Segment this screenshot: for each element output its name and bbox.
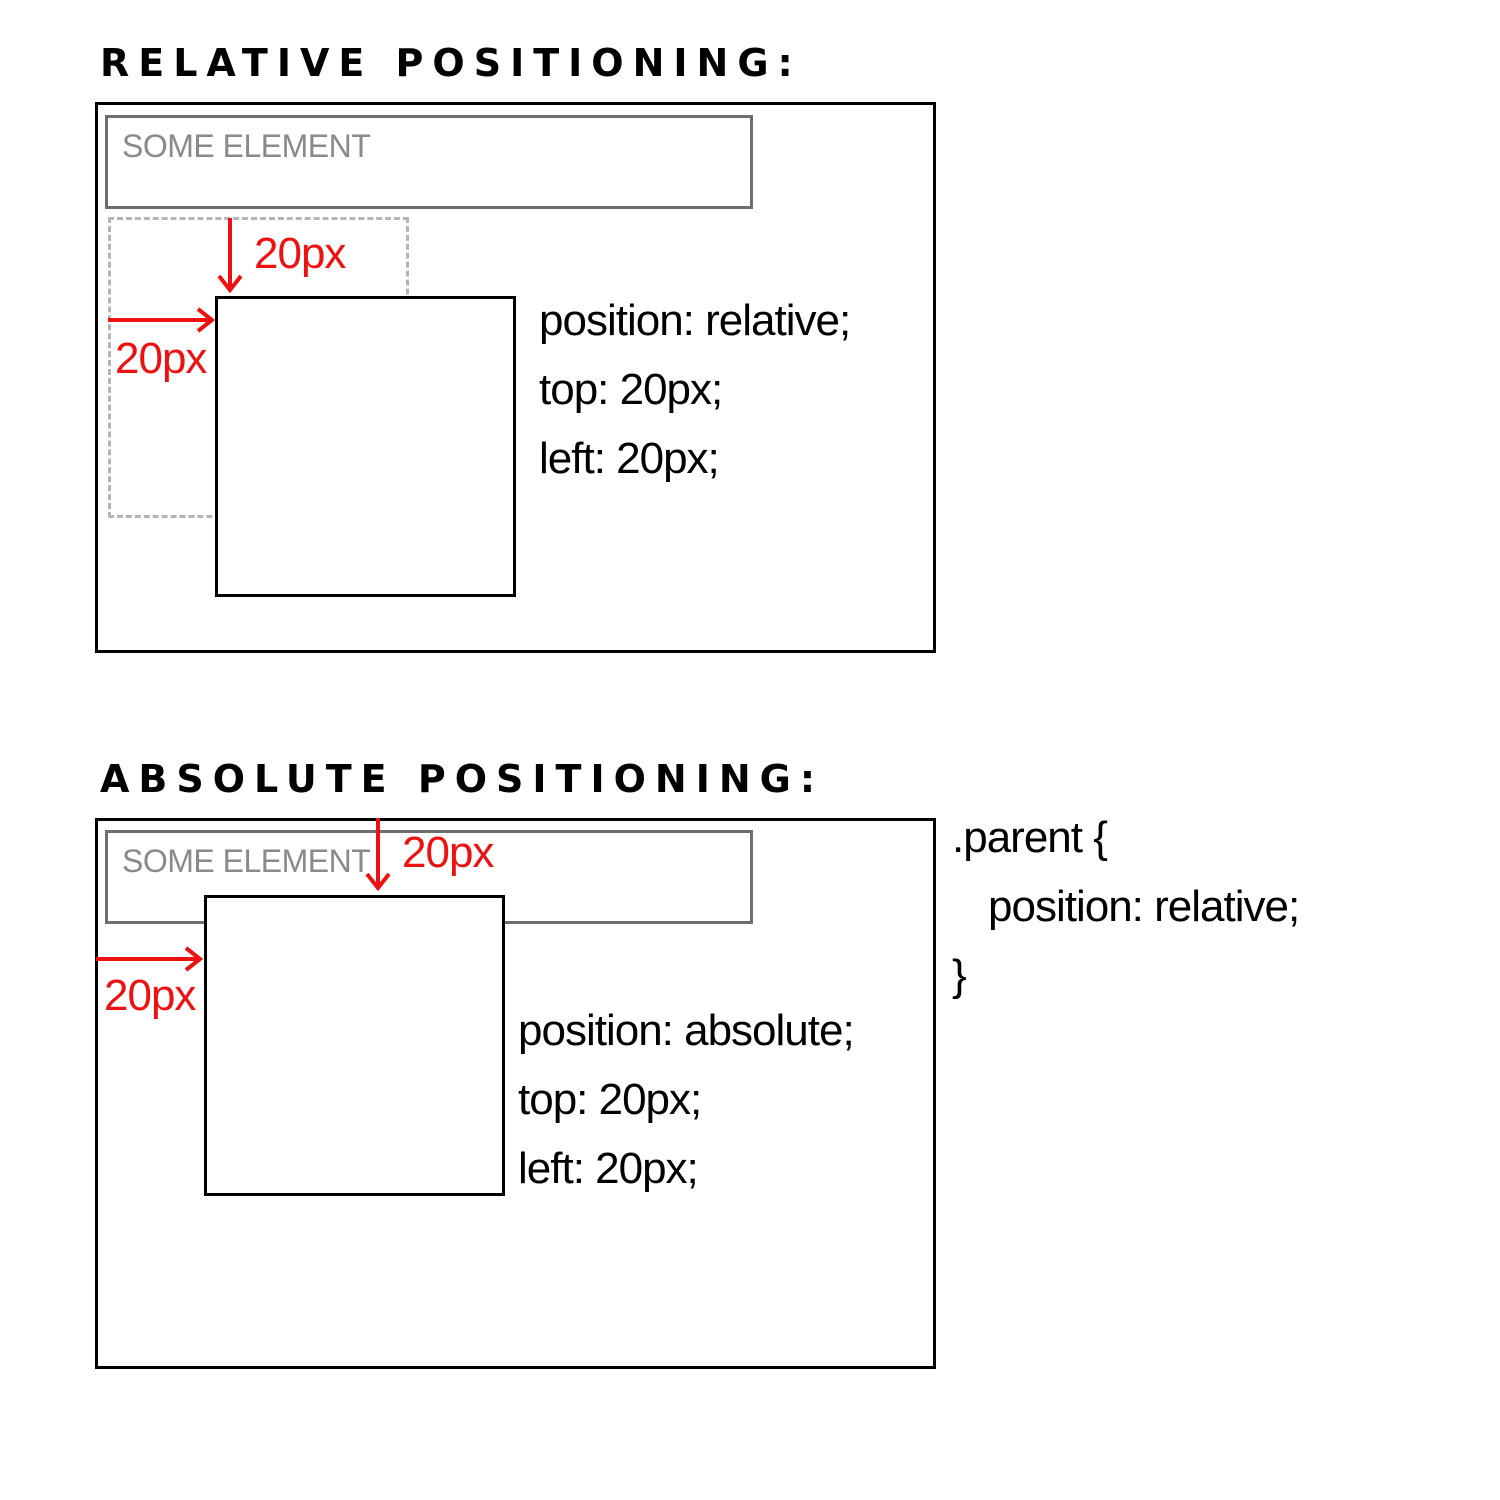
- relative-top-offset-label: 20px: [254, 229, 346, 278]
- relative-some-element: [105, 115, 753, 209]
- relative-code-line-left: left: 20px;: [539, 434, 719, 483]
- relative-left-offset-label: 20px: [115, 334, 207, 383]
- parent-code-selector: .parent {: [952, 813, 1107, 862]
- absolute-heading: ABSOLUTE POSITIONING:: [100, 757, 825, 801]
- absolute-top-arrow-icon: [364, 818, 394, 892]
- absolute-left-offset-label: 20px: [104, 971, 196, 1020]
- parent-code-close-brace: }: [952, 951, 966, 1000]
- parent-code-position: position: relative;: [988, 882, 1300, 931]
- absolute-positioned-box: [204, 895, 505, 1196]
- relative-left-arrow-icon: [108, 306, 216, 336]
- relative-code-line-top: top: 20px;: [539, 365, 723, 414]
- relative-heading: RELATIVE POSITIONING:: [100, 41, 802, 85]
- absolute-some-element-label: SOME ELEMENT: [122, 843, 371, 879]
- relative-some-element-label: SOME ELEMENT: [122, 128, 371, 164]
- relative-code-line-position: position: relative;: [539, 296, 851, 345]
- absolute-code-line-position: position: absolute;: [518, 1006, 854, 1055]
- absolute-top-offset-label: 20px: [402, 828, 494, 877]
- relative-top-arrow-icon: [216, 218, 246, 294]
- relative-positioned-box: [215, 296, 516, 597]
- absolute-code-line-top: top: 20px;: [518, 1075, 702, 1124]
- absolute-code-line-left: left: 20px;: [518, 1144, 698, 1193]
